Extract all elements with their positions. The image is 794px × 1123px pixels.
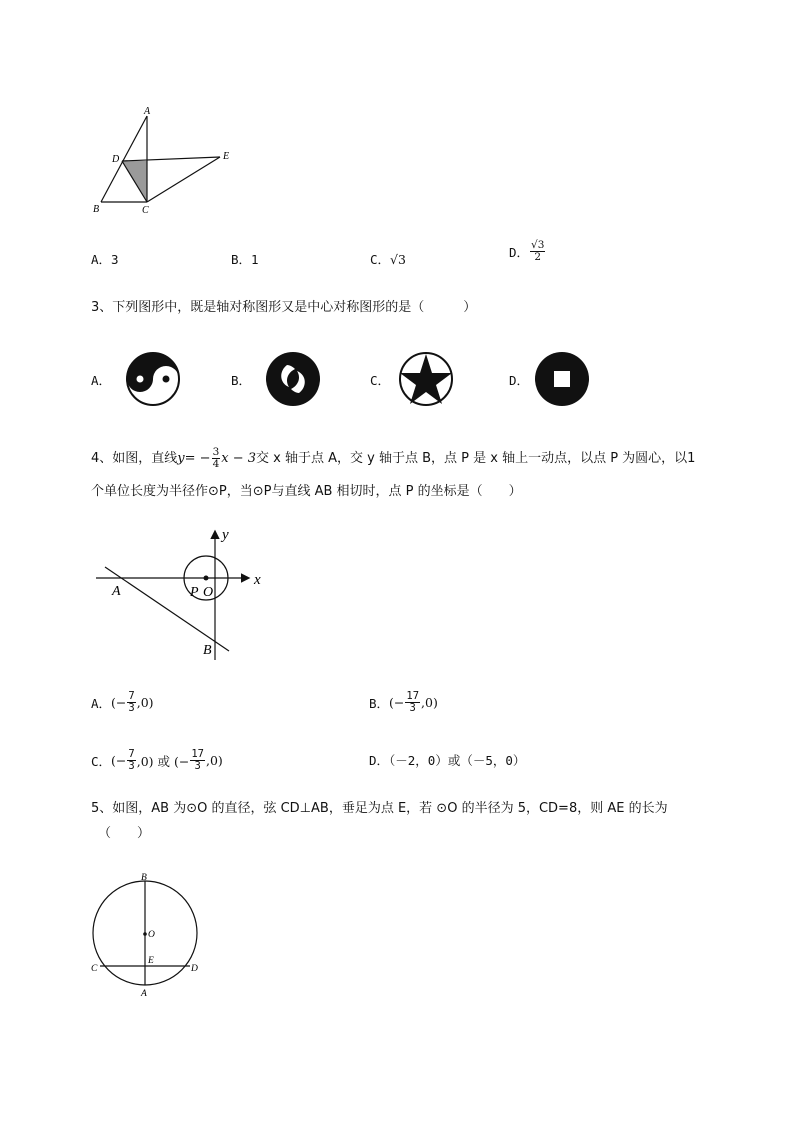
q4-option-d-letter: D． — [369, 753, 390, 768]
q2-label-A: A — [144, 106, 151, 117]
q2-line-DE — [122, 157, 220, 161]
q4-option-b-num: 17 — [406, 690, 420, 702]
q5-label-D: D — [191, 964, 198, 974]
q2-option-b-letter: B． — [231, 252, 252, 267]
q4-label-O: O — [203, 585, 214, 600]
q2-option-c-value: √3 — [390, 252, 406, 267]
q4-option-c[interactable] — [91, 749, 223, 772]
q2-label-B: B — [93, 204, 100, 215]
q4-option-c-fraction-2 — [190, 749, 205, 772]
q4-line-AB — [105, 567, 229, 651]
q2-option-b-value: 1 — [251, 252, 259, 267]
q4-stem-part2: 交 x 轴于点 A，交 y 轴于点 B，点 P 是 x 轴上一动点，以点 P 为圆心，以1 — [256, 450, 696, 466]
q4-eq-sign: = − — [184, 450, 211, 466]
q2-label-E: E — [223, 151, 230, 162]
q4-label-P: P — [190, 585, 199, 600]
q3-option-b-letter: B． — [231, 373, 252, 388]
q4-option-b-den: 3 — [409, 702, 416, 714]
q5-stem-line2: （ ） — [98, 826, 151, 841]
q4-eq-lhs: y — [177, 450, 185, 466]
q4-stem-line2: 个单位长度为半径作⊙P，当⊙P与直线 AB 相切时，点 P 的坐标是（ ） — [91, 484, 522, 499]
q4-option-b[interactable] — [369, 691, 438, 714]
star-in-circle-icon[interactable] — [398, 351, 454, 407]
q4-option-a-den: 3 — [128, 702, 135, 714]
q4-figure — [85, 520, 285, 665]
q4-option-a-post: ,0) — [136, 695, 154, 710]
q3-option-a-letter: A． — [91, 373, 112, 388]
q3-stem: 3、下列图形中，既是轴对称图形又是中心对称图形的是（ ） — [91, 300, 477, 315]
q4-option-b-post: ,0) — [421, 695, 438, 710]
q4-option-c-num2: 17 — [191, 748, 204, 760]
q4-option-c-den2: 3 — [194, 760, 201, 772]
q4-option-c-letter: C． — [91, 753, 112, 769]
q4-option-c-num1: 7 — [128, 748, 135, 760]
q4-option-c-fraction-1 — [127, 749, 135, 772]
q4-point-P — [204, 576, 209, 581]
q4-label-x: x — [254, 572, 261, 588]
q5-label-B: B — [141, 873, 147, 883]
q4-eq-rhs: x − 3 — [221, 450, 257, 466]
q4-option-c-post1: ,0) 或 (− — [136, 753, 190, 769]
q4-stem-part1: 4、如图，直线 — [91, 450, 178, 466]
q4-option-c-den1: 3 — [128, 760, 135, 772]
q2-option-a-letter: A． — [91, 252, 112, 267]
q2-option-d-fraction — [530, 240, 545, 263]
q3-option-c-letter: C． — [370, 373, 391, 388]
q3-option-d-letter: D． — [509, 373, 530, 388]
q2-option-d-letter: D． — [509, 244, 530, 260]
q5-figure — [85, 868, 215, 1000]
q2-option-d-den: 2 — [534, 251, 542, 263]
swirl-circle-icon[interactable] — [265, 351, 321, 407]
q2-figure — [85, 100, 245, 220]
q4-option-d[interactable] — [369, 751, 525, 769]
q4-stem-line1 — [91, 447, 695, 470]
q4-option-a-fraction — [127, 691, 135, 714]
square-hole-coin-icon[interactable] — [534, 351, 590, 407]
q4-option-a-pre: (− — [111, 695, 127, 710]
q5-stem-line1: 5、如图，AB 为⊙O 的直径，弦 CD⊥AB，垂足为点 E，若 ⊙O 的半径为 5，CD=8，则 AE 的长为 — [91, 801, 668, 816]
q5-label-A: A — [141, 989, 147, 999]
q4-option-c-pre1: (− — [111, 753, 127, 768]
q2-option-d[interactable] — [509, 240, 546, 263]
q4-label-y: y — [222, 527, 229, 543]
q2-option-c[interactable] — [370, 250, 406, 268]
q5-label-C: C — [91, 964, 98, 974]
q4-option-d-text: （－2，0）或（－5，0） — [389, 753, 526, 768]
q4-eq-num: 3 — [212, 446, 220, 458]
q4-option-b-letter: B． — [369, 695, 390, 711]
q5-label-O: O — [148, 930, 155, 940]
q4-option-c-post2: ,0) — [205, 753, 223, 768]
q4-label-B: B — [203, 643, 212, 658]
q2-label-C: C — [142, 205, 149, 216]
q2-line-EC — [147, 157, 220, 202]
q2-option-d-num: √3 — [531, 239, 545, 251]
yin-yang-icon[interactable] — [125, 351, 181, 407]
q4-option-a[interactable] — [91, 691, 154, 714]
q5-point-O — [143, 932, 147, 936]
q4-eq-fraction — [212, 447, 221, 470]
q4-option-a-num: 7 — [128, 690, 135, 702]
q2-label-D: D — [112, 154, 120, 165]
q2-option-c-letter: C． — [370, 252, 391, 267]
q2-option-b[interactable] — [231, 250, 259, 268]
q5-label-E: E — [148, 956, 154, 966]
q4-option-b-pre: (− — [389, 695, 405, 710]
q2-option-a[interactable] — [91, 250, 119, 268]
q4-label-A: A — [112, 584, 121, 599]
q4-option-b-fraction — [405, 691, 420, 714]
q4-eq-den: 4 — [212, 458, 220, 470]
q4-option-a-letter: A． — [91, 695, 112, 711]
q2-option-a-value: 3 — [111, 252, 119, 267]
